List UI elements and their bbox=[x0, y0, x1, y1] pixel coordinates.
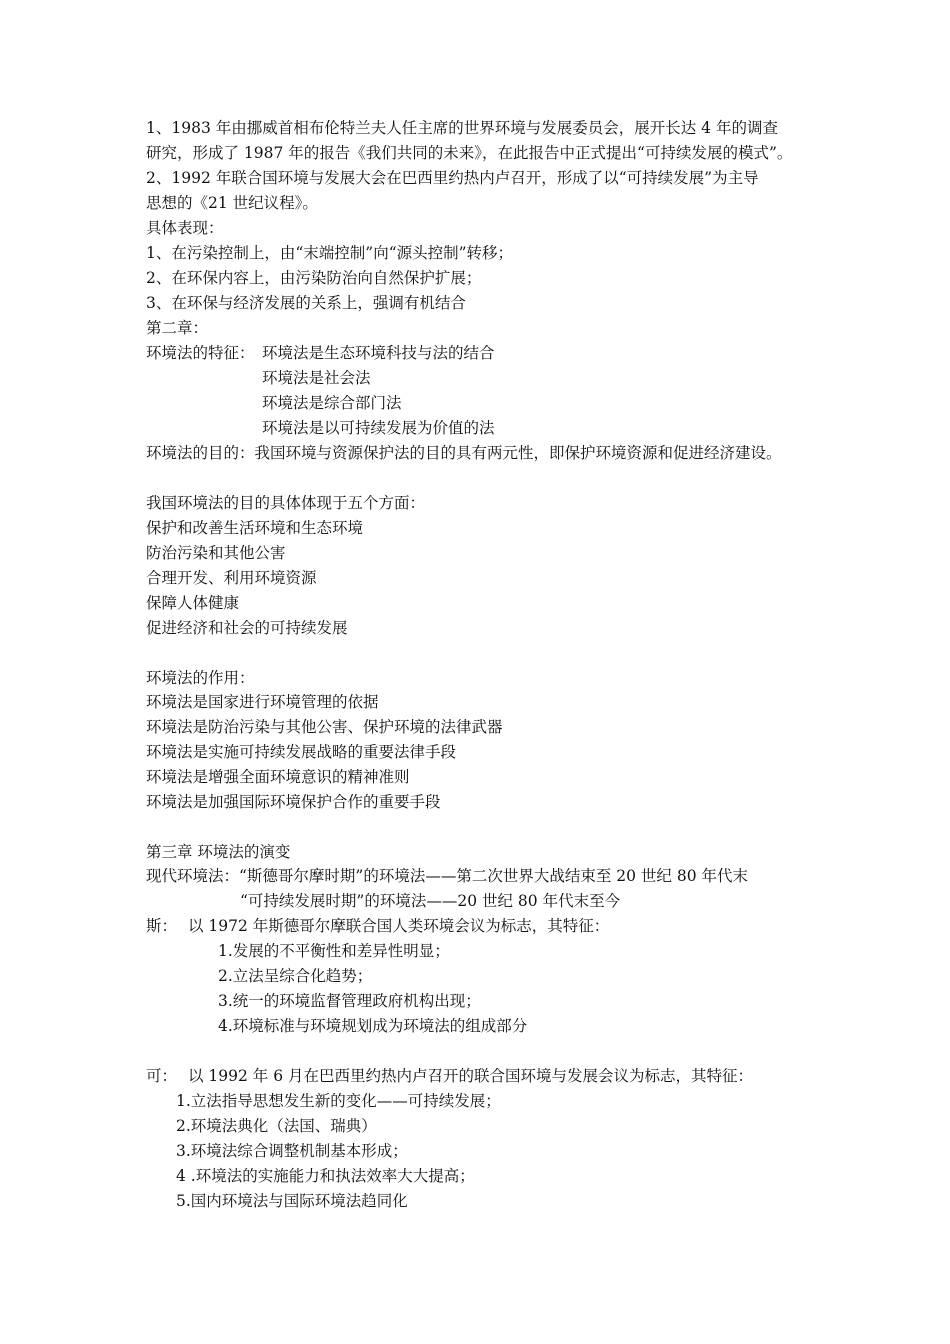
stockholm-item: 4.环境标准与环境规划成为环境法的组成部分 bbox=[218, 1017, 528, 1035]
intro-line-4: 思想的《21 世纪议程》。 bbox=[146, 194, 318, 212]
intro-line-1: 1、1983 年由挪威首相布伦特兰夫人任主席的世界环境与发展委员会，展开长达 4 年的调查 bbox=[146, 119, 778, 137]
manifestations-heading: 具体表现： bbox=[146, 219, 224, 237]
sustainable-item: 2.环境法典化（法国、瑞典） bbox=[176, 1117, 377, 1135]
sustainable-item: 4 .环境法的实施能力和执法效率大大提高； bbox=[176, 1167, 475, 1185]
feature-item: 环境法是社会法 bbox=[262, 369, 371, 387]
aspect-item: 合理开发、利用环境资源 bbox=[146, 569, 317, 587]
five-aspects-heading: 我国环境法的目的具体体现于五个方面： bbox=[146, 494, 426, 512]
manifestation-item: 3、在环保与经济发展的关系上，强调有机结合 bbox=[146, 294, 466, 312]
stockholm-label: 斯： bbox=[146, 917, 178, 935]
stockholm-item: 2.立法呈综合化趋势； bbox=[218, 967, 373, 985]
stockholm-item: 3.统一的环境监督管理政府机构出现； bbox=[218, 992, 481, 1010]
role-item: 环境法是国家进行环境管理的依据 bbox=[146, 693, 379, 711]
aspect-item: 防治污染和其他公害 bbox=[146, 544, 286, 562]
feature-item: 环境法是以可持续发展为价值的法 bbox=[262, 419, 495, 437]
intro-line-3: 2、1992 年联合国环境与发展大会在巴西里约热内卢召开，形成了以“可持续发展”为主导 bbox=[146, 169, 759, 187]
feature-item: 环境法是综合部门法 bbox=[262, 394, 402, 412]
stockholm-text: 以 1972 年斯德哥尔摩联合国人类环境会议为标志，其特征： bbox=[188, 917, 610, 935]
sustainable-label: 可： bbox=[146, 1067, 178, 1085]
role-item: 环境法是加强国际环境保护合作的重要手段 bbox=[146, 793, 441, 811]
roles-heading: 环境法的作用： bbox=[146, 669, 255, 687]
sustainable-item: 3.环境法综合调整机制基本形成； bbox=[176, 1142, 408, 1160]
manifestation-item: 1、在污染控制上，由“末端控制”向“源头控制”转移； bbox=[146, 244, 514, 262]
features-label: 环境法的特征： bbox=[146, 344, 255, 362]
purpose-paragraph: 环境法的目的：我国环境与资源保护法的目的具有两元性，即保护环境资源和促进经济建设。 bbox=[146, 444, 782, 462]
aspect-item: 促进经济和社会的可持续发展 bbox=[146, 619, 348, 637]
manifestation-item: 2、在环保内容上，由污染防治向自然保护扩展； bbox=[146, 269, 482, 287]
chapter-2-heading: 第二章： bbox=[146, 319, 209, 337]
feature-item: 环境法是生态环境科技与法的结合 bbox=[262, 344, 495, 362]
sustainable-item: 5.国内环境法与国际环境法趋同化 bbox=[176, 1192, 408, 1210]
chapter-3-heading: 第三章 环境法的演变 bbox=[146, 843, 291, 861]
aspect-item: 保护和改善生活环境和生态环境 bbox=[146, 519, 364, 537]
role-item: 环境法是防治污染与其他公害、保护环境的法律武器 bbox=[146, 718, 503, 736]
role-item: 环境法是实施可持续发展战略的重要法律手段 bbox=[146, 743, 457, 761]
sustainable-item: 1.立法指导思想发生新的变化——可持续发展； bbox=[176, 1092, 501, 1110]
intro-line-2: 研究，形成了 1987 年的报告《我们共同的未来》，在此报告中正式提出“可持续发展的模式”。 bbox=[146, 144, 793, 162]
aspect-item: 保障人体健康 bbox=[146, 594, 240, 612]
stockholm-item: 1.发展的不平衡性和差异性明显； bbox=[218, 942, 450, 960]
modern-env-law-line-1: 现代环境法：“斯德哥尔摩时期”的环境法——第二次世界大战结束至 20 世纪 80 年代末 bbox=[146, 867, 749, 885]
sustainable-text: 以 1992 年 6 月在巴西里约热内卢召开的联合国环境与发展会议为标志，其特征： bbox=[188, 1067, 754, 1085]
modern-env-law-line-2: “可持续发展时期”的环境法——20 世纪 80 年代末至今 bbox=[240, 892, 621, 910]
role-item: 环境法是增强全面环境意识的精神准则 bbox=[146, 768, 410, 786]
